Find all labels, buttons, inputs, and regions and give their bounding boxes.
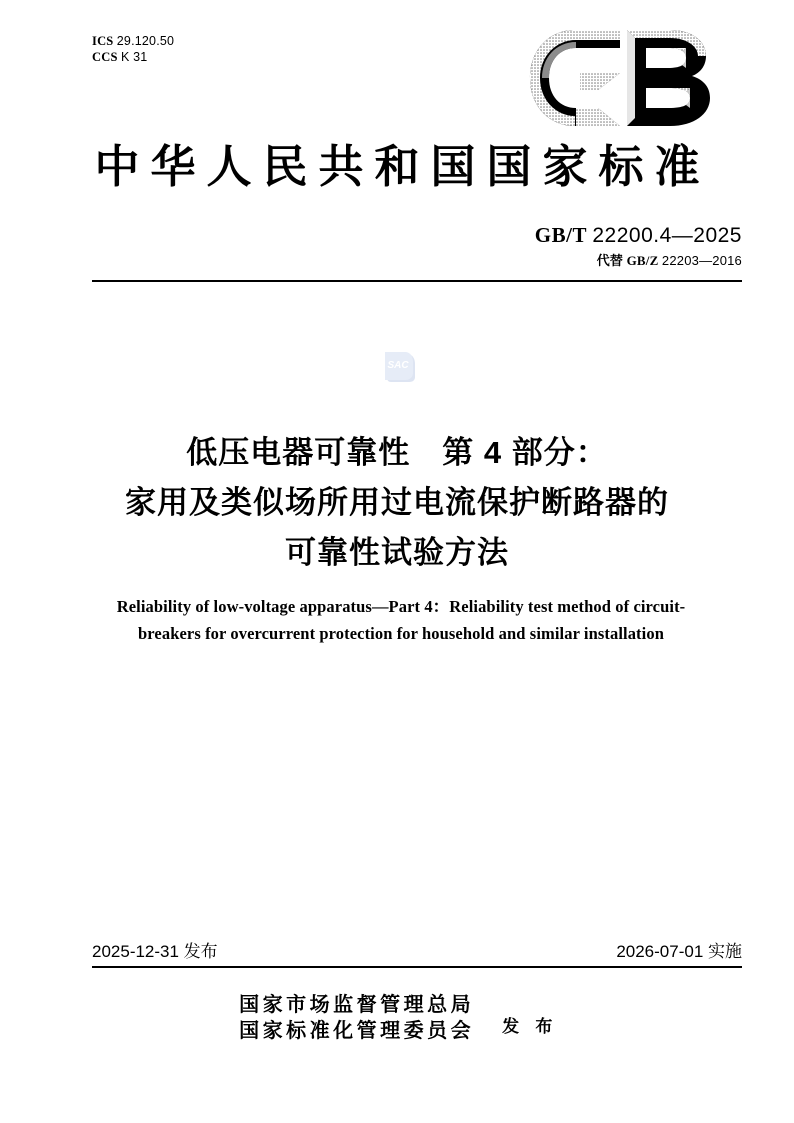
title-english-line-2: breakers for overcurrent protection for household and similar installation [138, 624, 664, 643]
replaces-prefix: GB/Z [626, 253, 659, 268]
issuers-inner [236, 992, 559, 1044]
replaces-number: 22203—2016 [661, 253, 742, 268]
gb-emblem-icon [528, 28, 718, 128]
standard-number-block [535, 222, 742, 271]
issuer-names [236, 992, 475, 1044]
title-chinese-line-1: 低压电器可靠性 第 4 部分： [186, 435, 608, 470]
issuer-line-1: 国家市场监督管理总局 [239, 994, 475, 1016]
publish-label: 发 布 [502, 1016, 559, 1036]
ics-value: 29.120.50 [116, 34, 175, 48]
effective-date: 2026-07-01 实施 [616, 942, 742, 961]
ccs-value: K 31 [120, 50, 148, 64]
sac-watermark-icon [383, 349, 417, 383]
header-divider [92, 280, 742, 282]
title-chinese-line-2: 家用及类似场所用过电流保护断路器的 [125, 485, 669, 520]
svg-text:SAC: SAC [387, 360, 409, 371]
ics-label: ICS [92, 34, 114, 48]
standard-number-digits: 22200.4—2025 [592, 224, 742, 247]
ics-code-row [92, 33, 174, 49]
footer-divider [92, 966, 742, 968]
standard-prefix: GB/T [534, 223, 587, 247]
standard-number [535, 222, 742, 249]
replaces-line [535, 251, 742, 271]
issue-date: 2025-12-31 发布 [92, 942, 218, 961]
issuing-organizations [0, 992, 794, 1044]
classification-codes [92, 33, 174, 65]
ccs-code-row [92, 49, 174, 65]
date-row [92, 939, 742, 965]
title-english-line-1: Reliability of low-voltage apparatus—Part 4：Reliability test method of circuit- [116, 597, 686, 616]
replaces-label: 代替 [596, 253, 624, 268]
title-chinese [0, 428, 794, 578]
ccs-label: CCS [92, 50, 118, 64]
title-english [92, 593, 710, 647]
issuer-line-2: 国家标准化管理委员会 [239, 1020, 475, 1042]
national-standard-banner: 中华人民共和国国家标准 [94, 142, 711, 192]
title-chinese-line-3: 可靠性试验方法 [285, 535, 509, 570]
